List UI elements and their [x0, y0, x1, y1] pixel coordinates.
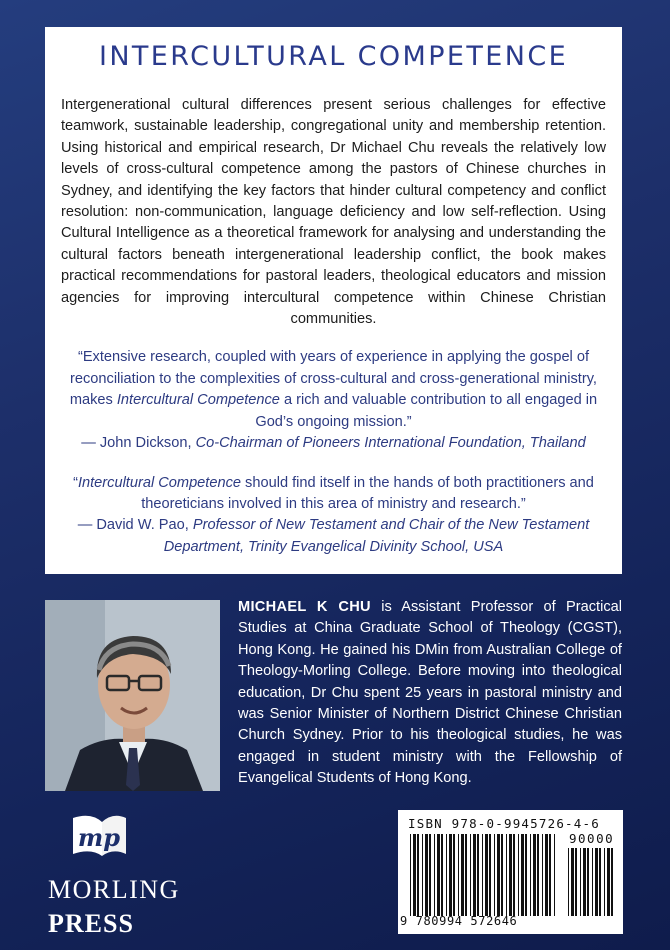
book-blurb: Intergenerational cultural differences present serious challenges for effective teamwork, sustainable leadership, congregational unity and membership retention. Using historical and empirical research, Dr Michael Chu reveals the relatively low levels of cross-cultural competence among the pastors of Chinese churches in Sydney, and identifying the key factors that hinder cultural competency and conflict resolution: non-communication, language deficiency and low self-reflection. Using Cultural Intelligence as a theoretical framework for analysing and understanding the cultural factors beneath intergenerational leadership conflict, the book makes practical recommendations for pastoral leaders, theological educators and mission agencies for improving intercultural competence within Chinese Christian communities. [61, 97, 606, 328]
isbn-label: ISBN 978-0-9945726-4-6 [408, 816, 600, 831]
endorsement-quote: “Extensive research, coupled with years of experience in applying the gospel of reconciliation to the complexities of cross-cultural and cross-generational ministry, makes Intercultural Competence a rich and valuable contribution to all engaged in God’s ongoing mission.” [69, 349, 598, 430]
publisher-logo [46, 812, 216, 940]
back-cover-text-panel [45, 27, 622, 574]
endorsement-quote: “Intercultural Competence should find itself in the hands of both practitioners and theoreticians involved in this area of ministry and research.” [73, 474, 594, 512]
book-title: INTERCULTURAL COMPETENCE [98, 41, 569, 72]
author-portrait-illustration [45, 600, 220, 791]
endorsements [61, 347, 606, 558]
isbn-barcode [398, 810, 623, 934]
publisher-monogram: mp [77, 823, 121, 852]
endorsement-attribution: — David W. Pao, Professor of New Testament and Chair of the New Testament Department, Trinity Evangelical Divinity School, USA [77, 517, 590, 555]
endorsement-attribution: — John Dickson, Co-Chairman of Pioneers International Foundation, Thailand [81, 435, 586, 452]
barcode-number: 9 780994 572646 [400, 914, 518, 928]
author-name: MICHAEL K CHU [238, 599, 371, 615]
author-photo [45, 600, 220, 791]
morling-press-logo-icon [46, 812, 216, 940]
barcode-addon-number: 90000 [569, 831, 615, 846]
publisher-name-line2: PRESS [48, 909, 134, 938]
author-bio: MICHAEL K CHU is Assistant Professor of Practical Studies at China Graduate School of Theology (CGST), Hong Kong. He gained his DMin from Australian College of Theology-Morling College. Before moving into theological education, Dr Chu spent 25 years in pastoral ministry and was Senior Minister of Northern District Chinese Christian Church Sydney. Prior to his theological studies, he was engaged in student ministry with the Fellowship of Evangelical Students of Hong Kong. [238, 599, 622, 787]
publisher-name-line1: MORLING [48, 875, 180, 904]
